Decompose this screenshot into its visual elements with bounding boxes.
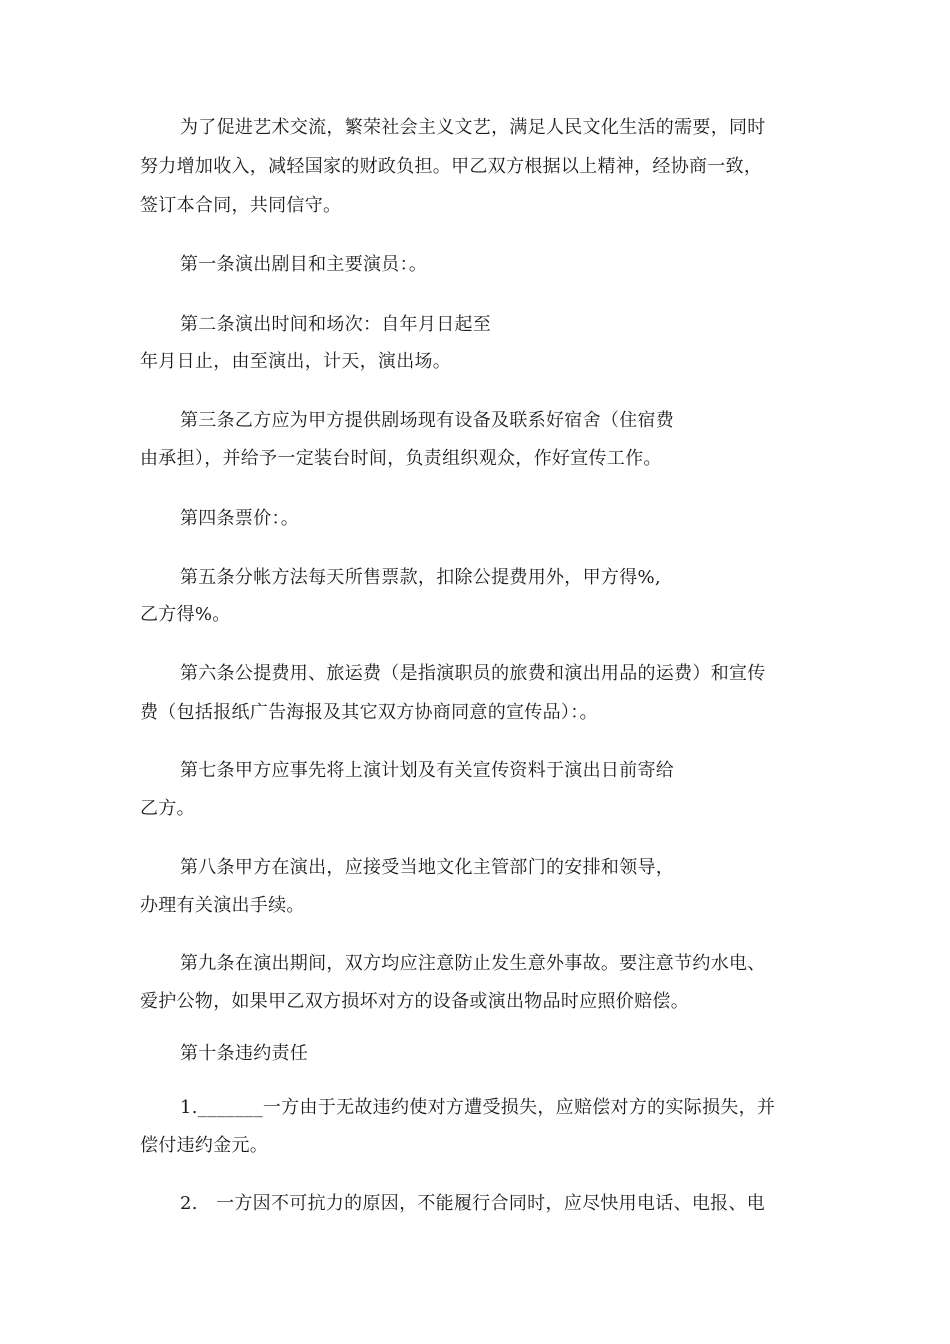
- paragraph-preamble-line-3: 签订本合同，共同信守。: [140, 195, 342, 216]
- article-6-line-2: 费（包括报纸广告海报及其它双方协商同意的宣传品）：。: [140, 702, 598, 723]
- article-7-line-1: 第七条甲方应事先将上演计划及有关宣传资料于演出日前寄给: [180, 760, 675, 781]
- clause-1-line-1: 1._______一方由于无故违约使对方遭受损失，应赔偿对方的实际损失，并: [180, 1097, 776, 1118]
- article-5-line-2: 乙方得%。: [140, 604, 231, 625]
- article-2-line-2: 年月日止，由至演出，计天，演出场。: [140, 351, 452, 372]
- article-2-line-1: 第二条演出时间和场次：自年月日起至: [180, 314, 492, 335]
- article-8-line-2: 办理有关演出手续。: [140, 895, 305, 916]
- article-7-line-2: 乙方。: [140, 798, 195, 819]
- article-8-line-1: 第八条甲方在演出，应接受当地文化主管部门的安排和领导，: [180, 857, 675, 878]
- article-5-line-1: 第五条分帐方法每天所售票款，扣除公提费用外，甲方得%,: [180, 567, 661, 588]
- paragraph-preamble-line-1: 为了促进艺术交流，繁荣社会主义文艺，满足人民文化生活的需要，同时: [180, 117, 766, 138]
- article-3-line-2: 由承担），并给予一定装台时间，负责组织观众，作好宣传工作。: [140, 448, 662, 469]
- clause-1-line-2: 偿付违约金元。: [140, 1135, 269, 1156]
- clause-2-line-1: 2. 一方因不可抗力的原因，不能履行合同时，应尽快用电话、电报、电: [180, 1193, 766, 1214]
- article-9-line-2: 爱护公物，如果甲乙双方损坏对方的设备或演出物品时应照价赔偿。: [140, 991, 689, 1012]
- paragraph-preamble-line-2: 努力增加收入，减轻国家的财政负担。甲乙双方根据以上精神，经协商一致，: [140, 156, 763, 177]
- article-9-line-1: 第九条在演出期间，双方均应注意防止发生意外事故。要注意节约水电、: [180, 953, 766, 974]
- article-10-heading: 第十条违约责任: [180, 1043, 309, 1064]
- article-3-line-1: 第三条乙方应为甲方提供剧场现有设备及联系好宿舍（住宿费: [180, 410, 675, 431]
- article-4-line-1: 第四条票价：。: [180, 508, 300, 529]
- article-6-line-1: 第六条公提费用、旅运费（是指演职员的旅费和演出用品的运费）和宣传: [180, 663, 766, 684]
- article-1-line-1: 第一条演出剧目和主要演员：。: [180, 254, 428, 275]
